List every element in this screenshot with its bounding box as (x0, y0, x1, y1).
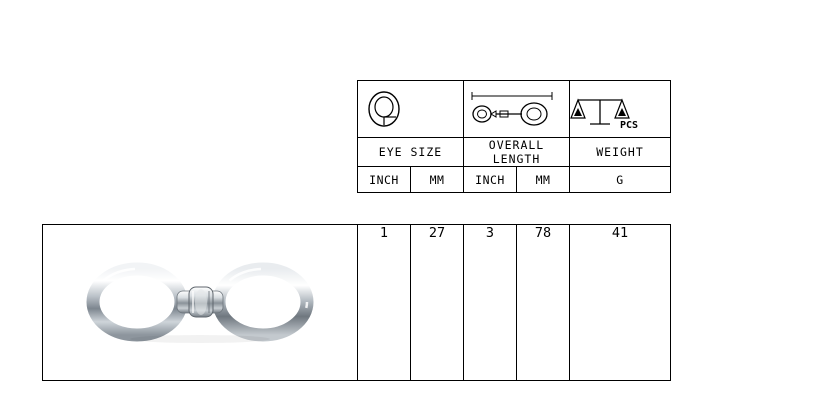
weight-label: WEIGHT (570, 138, 671, 167)
value-eye-size-mm: 27 (411, 225, 464, 381)
spec-group-label-row (358, 138, 671, 167)
spec-unit-row (358, 167, 671, 193)
value-eye-size-inch: 1 (358, 225, 411, 381)
overall-length-label: OVERALL LENGTH (464, 138, 570, 167)
value-overall-length-mm: 78 (517, 225, 570, 381)
product-table (42, 224, 671, 381)
eye-size-icon (358, 84, 463, 134)
value-weight-g: 41 (570, 225, 671, 381)
weight-icon-pcs-label: PCS (620, 120, 639, 131)
eye-size-label: EYE SIZE (358, 138, 464, 167)
eye-size-mm-header: MM (411, 167, 464, 193)
eye-size-icon-cell (358, 81, 464, 138)
overall-length-mm-header: MM (517, 167, 570, 193)
weight-g-header: G (570, 167, 671, 193)
product-image-cell (43, 225, 358, 381)
value-overall-length-inch: 3 (464, 225, 517, 381)
weight-icon-cell (570, 81, 671, 138)
spec-icon-row (358, 81, 671, 138)
overall-length-inch-header: INCH (464, 167, 517, 193)
double-eye-swivel-photo (43, 225, 357, 378)
overall-length-icon (464, 84, 569, 134)
table-row (43, 225, 671, 381)
spec-header-table (357, 80, 671, 193)
overall-length-icon-cell (464, 81, 570, 138)
weight-icon (570, 84, 670, 134)
eye-size-inch-header: INCH (358, 167, 411, 193)
